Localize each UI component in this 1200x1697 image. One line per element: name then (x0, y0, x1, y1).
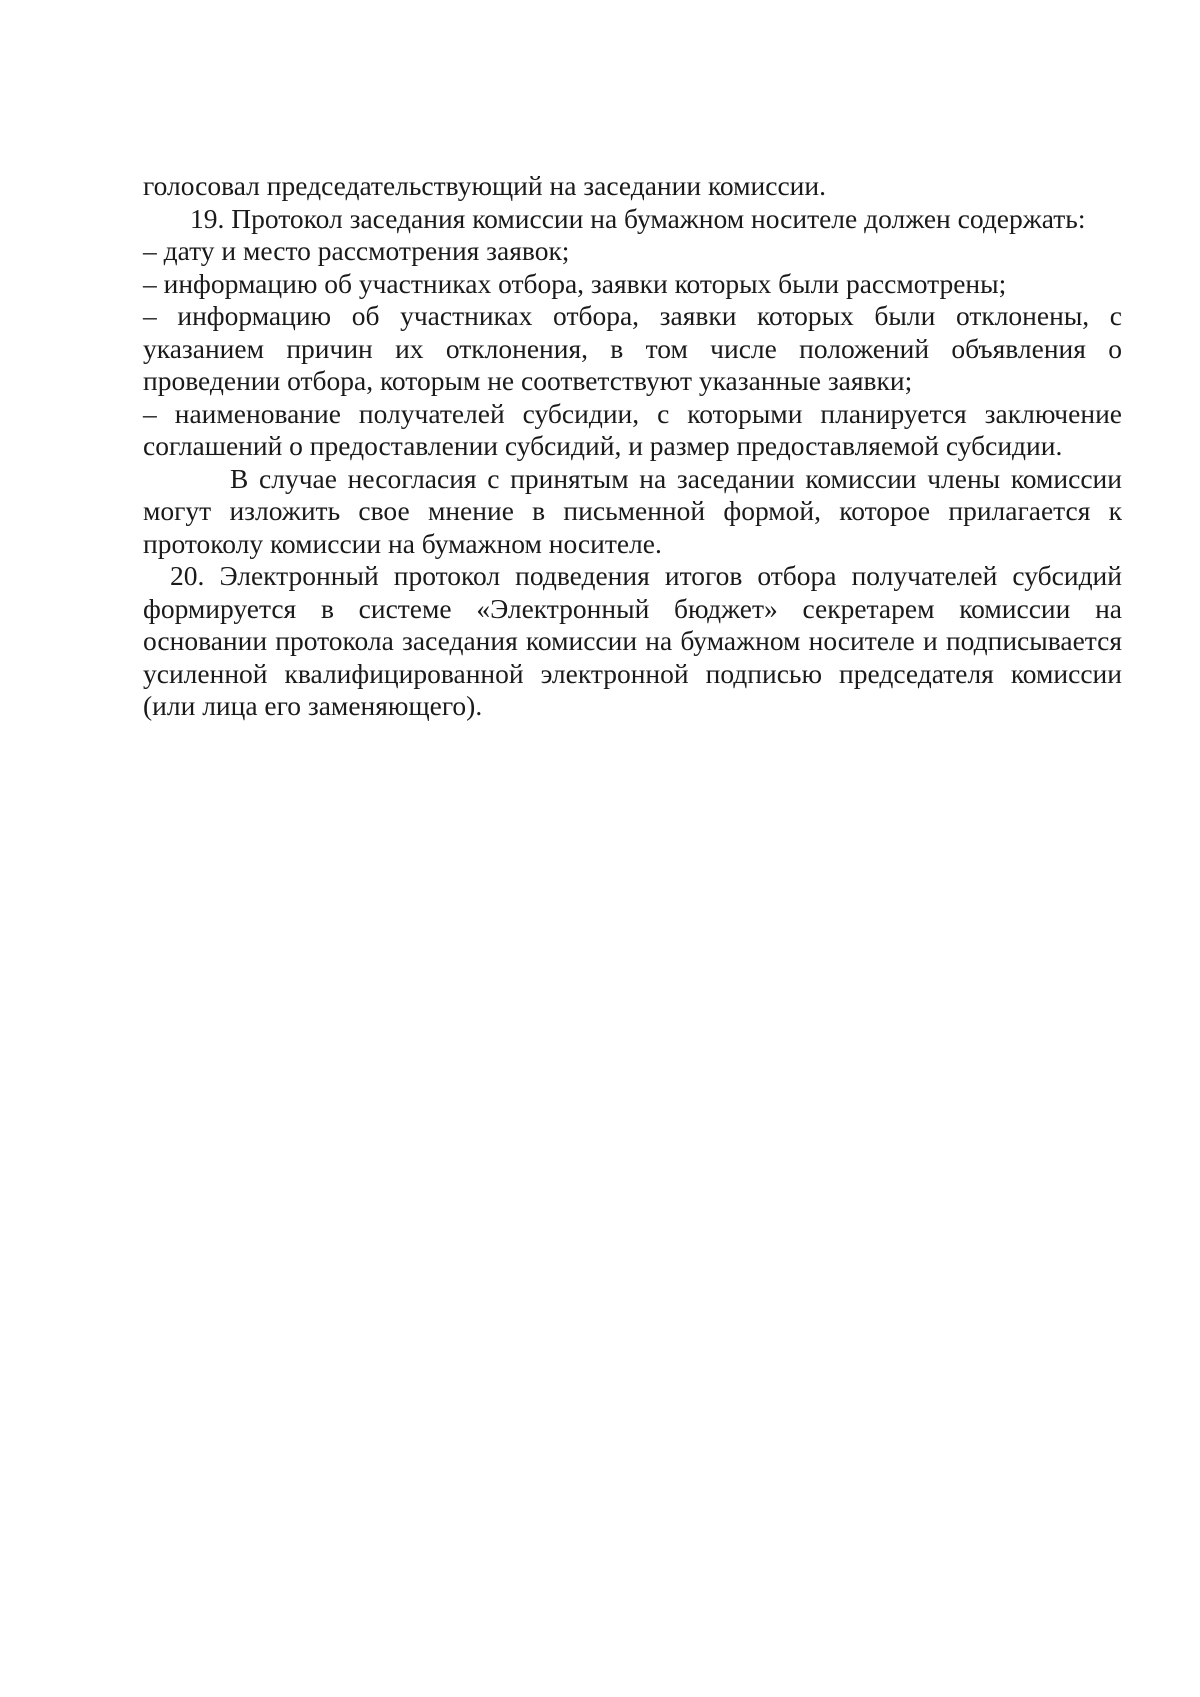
paragraph-item-20: 20. Электронный протокол подведения итогов отбора получателей субсидий формируется в системе «Электронный бюджет» секретарем комиссии на основании протокола заседания комиссии на бумажном носителе и подписывается усиленной квалифицированной электронной подписью председателя комиссии (или лица его заменяющего). (143, 560, 1122, 721)
list-item-date-place: – дату и место рассмотрения заявок; (143, 235, 570, 266)
paragraph-item-19: 19. Протокол заседания комиссии на бумажном носителе должен содержать: (190, 202, 1086, 234)
list-item-reviewed-participants: – информацию об участниках отбора, заявки которых были рассмотрены; (143, 267, 1007, 299)
list-item-rejected-participants: – информацию об участниках отбора, заявки которых были отклонены, с указанием причин их отклонения, в том числе положений объявления о проведении отбора, которым не соответствуют указанные заявки; (143, 300, 1122, 396)
document-body (143, 170, 1122, 723)
paragraph-continuation: голосовал председательствующий на заседании комиссии. (143, 170, 826, 201)
paragraph-disagreement: В случае несогласия с принятым на заседании комиссии члены комиссии могут изложить свое мнение в письменной формой, которое прилагается к протоколу комиссии на бумажном носителе. (143, 462, 1122, 559)
list-item-subsidy-recipients: – наименование получателей субсидии, с которыми планируется заключение соглашений о предоставлении субсидий, и размер предоставляемой субсидии. (143, 397, 1122, 461)
